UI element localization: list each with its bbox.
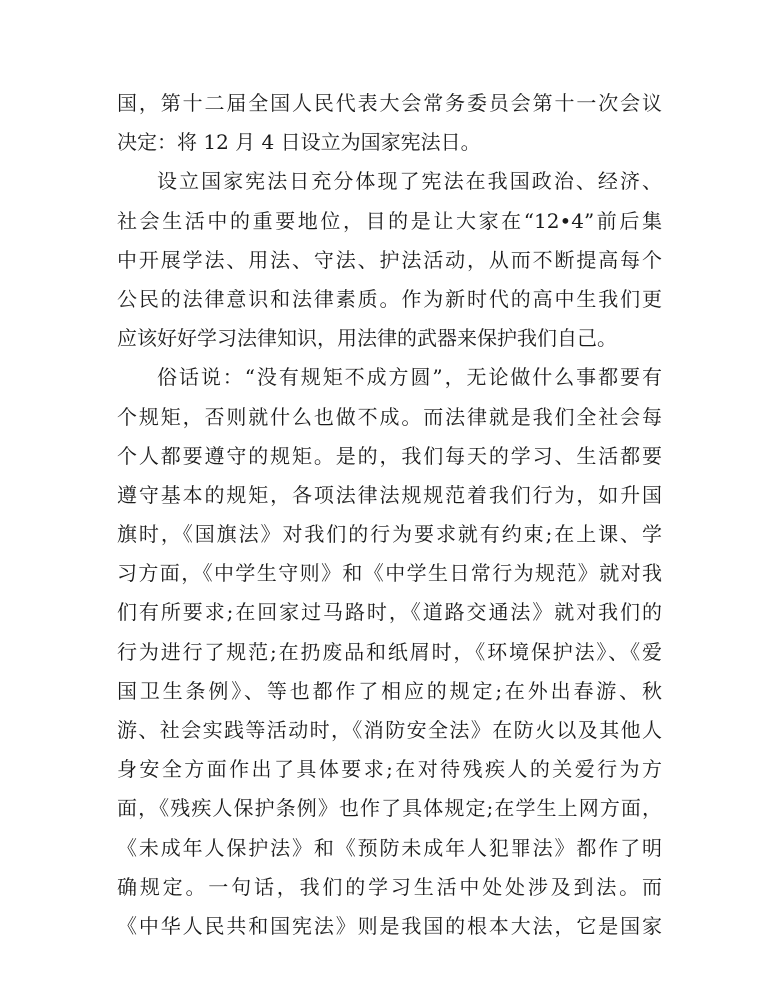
- text-line: 行为进行了规范;在扔废品和纸屑时，《环境保护法》、《爱: [117, 639, 662, 664]
- text-line: 中开展学法、用法、守法、护法活动，从而不断提高每个: [117, 247, 662, 272]
- text-line: 国，第十二届全国人民代表大会常务委员会第十一次会议: [117, 91, 662, 115]
- text-line: 应该好好学习法律知识，用法律的武器来保护我们自己。: [117, 326, 617, 351]
- text-line: 《未成年人保护法》和《预防未成年人犯罪法》都作了明: [117, 835, 662, 860]
- text-line: 国卫生条例》、等也都作了相应的规定;在外出春游、秋: [117, 678, 662, 703]
- text-line: 个规矩，否则就什么也做不成。而法律就是我们全社会每: [117, 404, 662, 429]
- text-line: 旗时，《国旗法》对我们的行为要求就有约束;在上课、学: [117, 522, 662, 547]
- text-line: 们有所要求;在回家过马路时，《道路交通法》就对我们的: [117, 600, 662, 625]
- text-line: 身安全方面作出了具体要求;在对待残疾人的关爱行为方: [117, 757, 662, 782]
- paragraph: [117, 84, 662, 162]
- text-line: 《中华人民共和国宪法》则是我国的根本大法，它是国家: [117, 913, 662, 938]
- text-line: 俗话说：“没有规矩不成方圆”，无论做什么事都要有: [157, 365, 662, 390]
- text-line: 遵守基本的规矩，各项法律法规规范着我们行为，如升国: [117, 482, 662, 507]
- text-line: 确规定。一句话，我们的学习生活中处处涉及到法。而: [117, 874, 662, 899]
- text-line: 习方面，《中学生守则》和《中学生日常行为规范》就对我: [117, 561, 662, 586]
- paragraph: [117, 358, 662, 946]
- text-line: 决定：将 12 月 4 日设立为国家宪法日。: [117, 130, 481, 155]
- document-body: [117, 84, 662, 946]
- text-line: 社会生活中的重要地位，目的是让大家在“12•4”前后集: [117, 208, 662, 233]
- text-line: 公民的法律意识和法律素质。作为新时代的高中生我们更: [117, 286, 662, 311]
- text-line: 游、社会实践等活动时，《消防安全法》在防火以及其他人: [117, 718, 662, 742]
- paragraph: [117, 162, 662, 358]
- text-line: 面，《残疾人保护条例》也作了具体规定;在学生上网方面，: [117, 796, 662, 821]
- text-line: 个人都要遵守的规矩。是的，我们每天的学习、生活都要: [117, 443, 662, 468]
- text-line: 设立国家宪法日充分体现了宪法在我国政治、经济、: [157, 169, 662, 194]
